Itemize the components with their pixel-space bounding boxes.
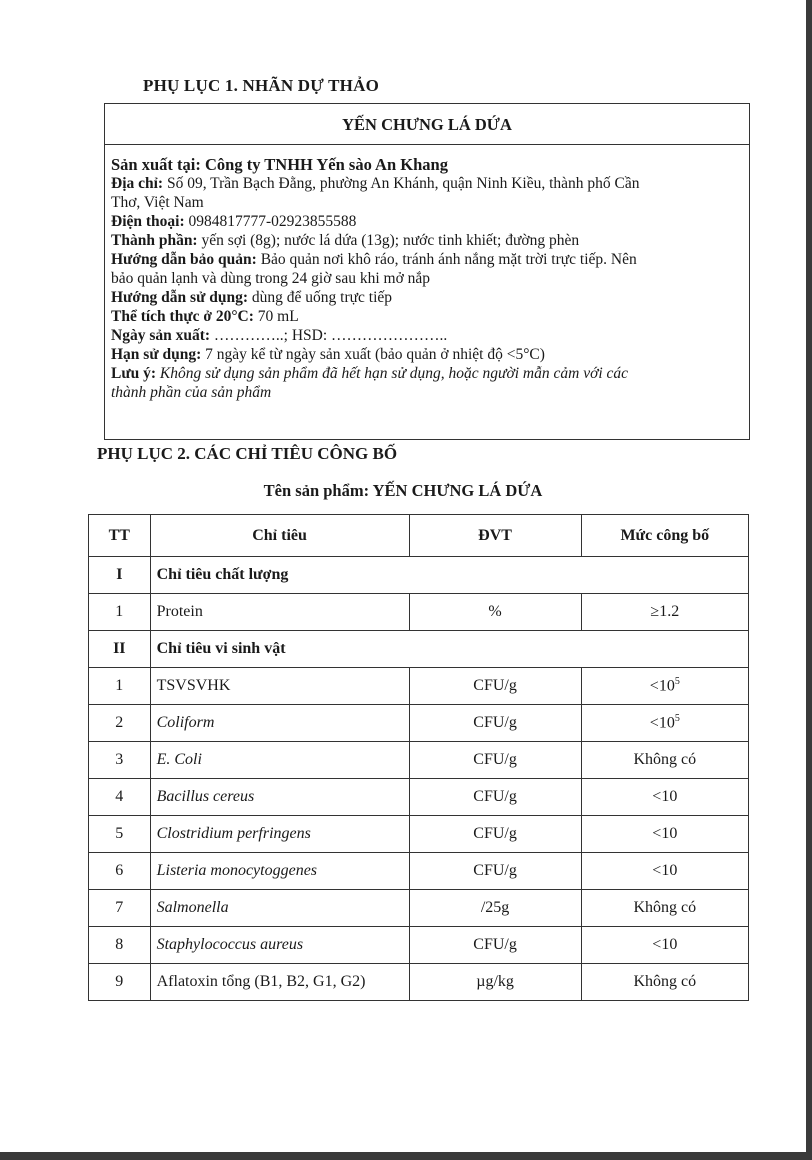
table-row xyxy=(89,853,749,890)
row-level-value: Không có xyxy=(633,751,697,768)
row-unit: CFU/g xyxy=(409,853,581,890)
row-criterion: Listeria monocytoggenes xyxy=(150,853,409,890)
manufacturer-line xyxy=(111,155,749,174)
group-index: I xyxy=(89,557,151,594)
appendix-1-heading: PHỤ LỤC 1. NHÃN DỰ THẢO xyxy=(143,76,379,95)
storage-line-2: bảo quản lạnh và dùng trong 24 giờ sau khi mở nắp xyxy=(111,270,431,287)
row-unit: CFU/g xyxy=(409,742,581,779)
table-row xyxy=(89,964,749,1001)
row-level xyxy=(581,705,748,742)
address-line xyxy=(111,174,749,193)
spec-table xyxy=(88,514,749,1001)
table-header-row xyxy=(89,515,749,557)
phone-label: Điện thoại: xyxy=(111,213,185,230)
row-level xyxy=(581,927,748,964)
spec-table-body xyxy=(89,557,749,1001)
row-level-value: <10 xyxy=(652,936,678,953)
phone-value: 0984817777-02923855588 xyxy=(188,213,357,230)
product-name-value: YẾN CHƯNG LÁ DỨA xyxy=(372,481,543,500)
row-level xyxy=(581,668,748,705)
row-level-value: <10 xyxy=(649,677,675,695)
ingredients-line xyxy=(111,231,749,250)
table-group-row xyxy=(89,557,749,594)
row-unit: CFU/g xyxy=(409,816,581,853)
row-level xyxy=(581,742,748,779)
row-level xyxy=(581,816,748,853)
expiry-value: 7 ngày kể từ ngày sản xuất (bảo quản ở nhiệt độ <5°C) xyxy=(205,346,545,363)
appendix-2-heading: PHỤ LỤC 2. CÁC CHỈ TIÊU CÔNG BỐ xyxy=(97,444,398,463)
row-level xyxy=(581,779,748,816)
label-body xyxy=(105,145,749,402)
row-index: 7 xyxy=(89,890,151,927)
draft-label-box xyxy=(104,103,750,440)
row-index: 2 xyxy=(89,705,151,742)
storage-label: Hướng dẫn bảo quản: xyxy=(111,251,257,268)
usage-line xyxy=(111,288,749,307)
mfg-date-value: …………..; HSD: ………………….. xyxy=(213,327,448,344)
row-unit: µg/kg xyxy=(409,964,581,1001)
mfg-date-label: Ngày sản xuất: xyxy=(111,327,211,344)
manufacturer-label: Sản xuất tại: xyxy=(111,155,201,174)
table-row xyxy=(89,816,749,853)
row-criterion: Coliform xyxy=(150,705,409,742)
row-criterion: Protein xyxy=(150,594,409,631)
storage-line xyxy=(111,250,749,269)
manufacturer-value: Công ty TNHH Yến sào An Khang xyxy=(204,155,448,174)
note-label: Lưu ý: xyxy=(111,365,157,382)
row-criterion: Aflatoxin tổng (B1, B2, G1, G2) xyxy=(150,964,409,1001)
table-row xyxy=(89,594,749,631)
ingredients-label: Thành phần: xyxy=(111,232,198,249)
row-criterion: Staphylococcus aureus xyxy=(150,927,409,964)
row-index: 1 xyxy=(89,594,151,631)
row-unit: CFU/g xyxy=(409,927,581,964)
header-criterion: Chỉ tiêu xyxy=(150,515,409,557)
group-title: Chỉ tiêu vi sinh vật xyxy=(150,631,748,668)
product-name-line xyxy=(0,481,806,501)
storage-value: Bảo quản nơi khô ráo, tránh ánh nắng mặt trời trực tiếp. Nên xyxy=(260,251,637,268)
row-index: 5 xyxy=(89,816,151,853)
row-unit: CFU/g xyxy=(409,779,581,816)
table-row xyxy=(89,779,749,816)
row-level-value: Không có xyxy=(633,899,697,916)
row-index: 9 xyxy=(89,964,151,1001)
row-criterion: TSVSVHK xyxy=(150,668,409,705)
row-index: 8 xyxy=(89,927,151,964)
row-level-value: <10 xyxy=(652,862,678,879)
group-title: Chỉ tiêu chất lượng xyxy=(150,557,748,594)
row-level-exponent: 5 xyxy=(674,713,680,725)
row-criterion: Clostridium perfringens xyxy=(150,816,409,853)
address-line-2: Thơ, Việt Nam xyxy=(111,194,204,211)
row-index: 4 xyxy=(89,779,151,816)
row-level-value: Không có xyxy=(633,973,697,990)
row-criterion: E. Coli xyxy=(150,742,409,779)
row-index: 3 xyxy=(89,742,151,779)
header-unit: ĐVT xyxy=(409,515,581,557)
row-criterion: Salmonella xyxy=(150,890,409,927)
row-level-value: <10 xyxy=(649,714,675,732)
row-unit: CFU/g xyxy=(409,668,581,705)
note-line-2: thành phần của sản phẩm xyxy=(111,384,272,401)
note-line xyxy=(111,364,749,383)
table-group-row xyxy=(89,631,749,668)
row-index: 1 xyxy=(89,668,151,705)
table-row xyxy=(89,668,749,705)
expiry-label: Hạn sử dụng: xyxy=(111,346,202,363)
table-row xyxy=(89,927,749,964)
table-row xyxy=(89,705,749,742)
row-criterion: Bacillus cereus xyxy=(150,779,409,816)
row-level xyxy=(581,964,748,1001)
row-level xyxy=(581,853,748,890)
table-row xyxy=(89,742,749,779)
ingredients-value: yến sợi (8g); nước lá dứa (13g); nước tinh khiết; đường phèn xyxy=(201,232,580,249)
mfg-date-line xyxy=(111,326,749,345)
row-level-value: <10 xyxy=(652,788,678,805)
volume-label: Thể tích thực ở 20°C: xyxy=(111,308,254,325)
row-level-exponent: 5 xyxy=(674,676,680,688)
row-unit: CFU/g xyxy=(409,705,581,742)
row-unit: % xyxy=(409,594,581,631)
group-index: II xyxy=(89,631,151,668)
row-unit: /25g xyxy=(409,890,581,927)
row-level xyxy=(581,890,748,927)
volume-line xyxy=(111,307,749,326)
row-level xyxy=(581,594,748,631)
note-value: Không sử dụng sản phẩm đã hết hạn sử dụng, hoặc người mẫn cảm với các xyxy=(159,365,629,382)
address-label: Địa chỉ: xyxy=(111,175,164,192)
header-tt: TT xyxy=(89,515,151,557)
usage-value: dùng để uống trực tiếp xyxy=(251,289,393,306)
volume-value: 70 mL xyxy=(257,308,299,325)
label-title: YẾN CHƯNG LÁ DỨA xyxy=(342,115,512,134)
usage-label: Hướng dẫn sử dụng: xyxy=(111,289,249,306)
row-level-value: <10 xyxy=(652,825,678,842)
address-value: Số 09, Trần Bạch Đằng, phường An Khánh, quận Ninh Kiều, thành phố Cần xyxy=(166,175,640,192)
header-level: Mức công bố xyxy=(581,515,748,557)
row-index: 6 xyxy=(89,853,151,890)
table-row xyxy=(89,890,749,927)
row-level-value: ≥1.2 xyxy=(650,603,680,620)
expiry-line xyxy=(111,345,749,364)
product-name-label: Tên sản phẩm: xyxy=(263,481,370,500)
phone-line xyxy=(111,212,749,231)
